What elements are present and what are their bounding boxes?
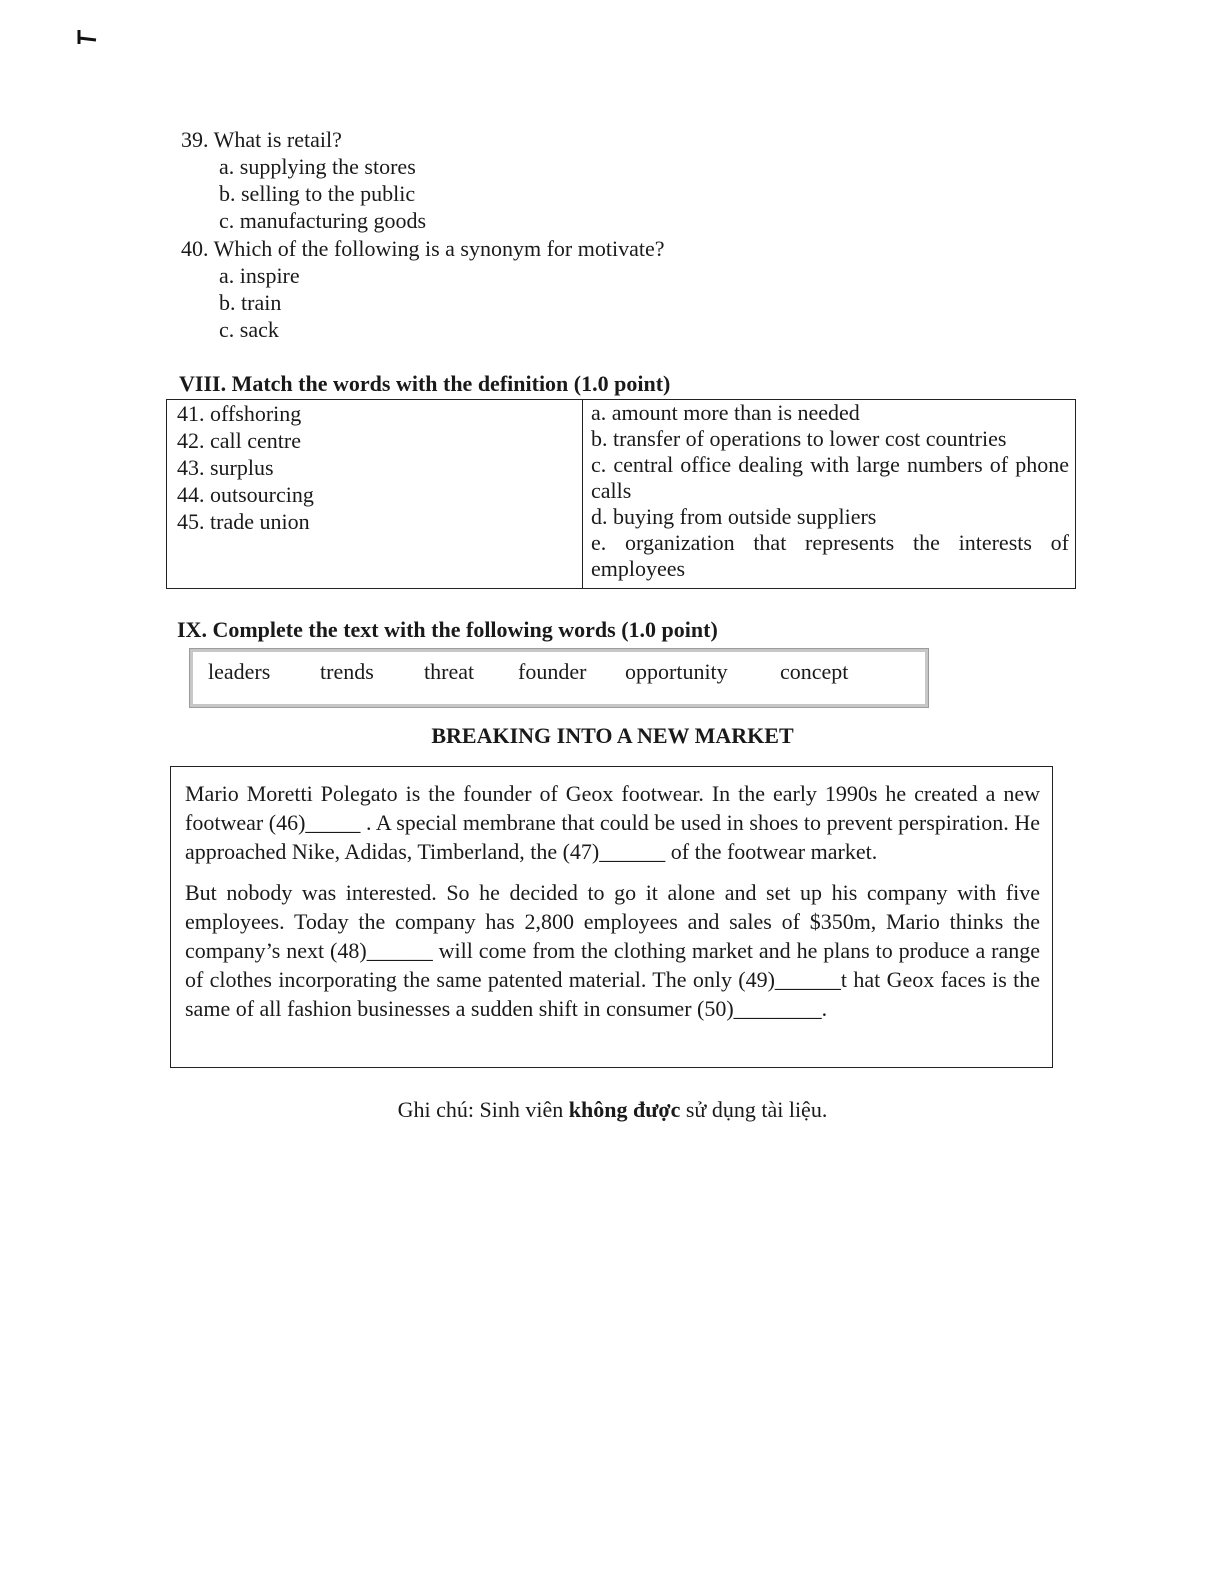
passage-title: BREAKING INTO A NEW MARKET xyxy=(431,723,794,748)
word-item: 44. outsourcing xyxy=(177,482,314,507)
word-column xyxy=(167,400,583,588)
note-bold: không được xyxy=(568,1097,681,1122)
word-bank-item: opportunity xyxy=(625,659,728,684)
question-39 xyxy=(181,126,426,234)
option-c: c. sack xyxy=(219,317,279,342)
word-bank-item: founder xyxy=(518,659,587,684)
definition-item: a. amount more than is needed xyxy=(591,400,860,425)
matching-table xyxy=(166,399,1076,589)
word-item: 41. offshoring xyxy=(177,401,302,426)
word-bank xyxy=(190,649,928,707)
passage-paragraph: Mario Moretti Polegato is the founder of Geox footwear. In the early 1990s he created a new footwear (46)_____ . A special membrane that could be used in shoes to prevent perspiration. He approached Nike, Adidas, Timberland, the (47)______ of the footwear market. xyxy=(185,781,1040,864)
definition-item: d. buying from outside suppliers xyxy=(591,504,877,529)
option-b: b. selling to the public xyxy=(219,181,416,206)
footer-note xyxy=(0,1096,1225,1123)
option-b: b. train xyxy=(219,290,282,315)
option-a: a. inspire xyxy=(219,263,300,288)
question-stem: 40. Which of the following is a synonym for motivate? xyxy=(181,236,665,261)
note-prefix: Ghi chú: Sinh viên xyxy=(397,1097,569,1122)
section-9-heading: IX. Complete the text with the following words (1.0 point) xyxy=(177,617,718,642)
word-bank-item: threat xyxy=(424,659,475,684)
word-bank-item: leaders xyxy=(208,659,271,684)
passage-paragraph: But nobody was interested. So he decided to go it alone and set up his company with five employees. Today the company has 2,800 employees and sales of $350m, Mario thinks the company’s next (48)______ will come from the clothing market and he plans to produce a range of clothes incorporating the same patented material. The only (49)______t hat Geox faces is the same of all fashion businesses a sudden shift in consumer (50)________. xyxy=(185,880,1040,1021)
definition-item: b. transfer of operations to lower cost countries xyxy=(591,426,1007,451)
definition-column xyxy=(583,400,1075,588)
reading-passage xyxy=(170,766,1053,1068)
definition-item: c. central office dealing with large numbers of phone calls xyxy=(591,452,1069,503)
question-stem: 39. What is retail? xyxy=(181,127,342,152)
section-8-heading: VIII. Match the words with the definition (1.0 point) xyxy=(179,371,671,396)
word-item: 45. trade union xyxy=(177,509,310,534)
word-bank-item: trends xyxy=(320,659,374,684)
word-item: 42. call centre xyxy=(177,428,301,453)
word-bank-item: concept xyxy=(780,659,849,684)
scan-corner-mark xyxy=(76,28,98,48)
question-40 xyxy=(181,235,665,343)
option-c: c. manufacturing goods xyxy=(219,208,427,233)
option-a: a. supplying the stores xyxy=(219,154,416,179)
word-item: 43. surplus xyxy=(177,455,274,480)
definition-item: e. organization that represents the interests of employees xyxy=(591,530,1069,581)
note-suffix: sử dụng tài liệu. xyxy=(680,1097,828,1122)
